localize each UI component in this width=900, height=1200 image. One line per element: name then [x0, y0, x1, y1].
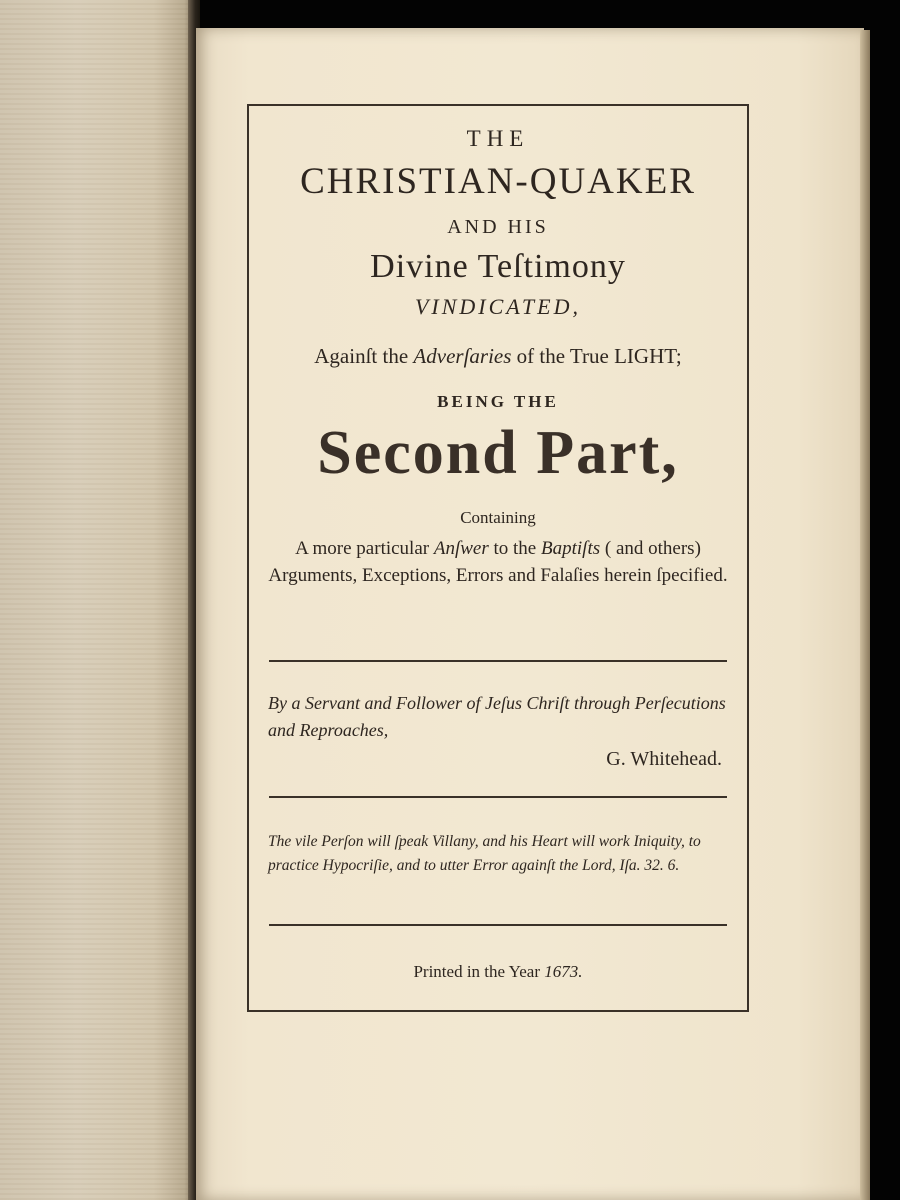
containing-label: Containing	[460, 508, 536, 527]
title-vindicated: VINDICATED,	[414, 294, 581, 319]
contents-part-2: to the	[488, 538, 541, 559]
imprint-year: 1673.	[544, 962, 583, 981]
title-the: THE	[466, 126, 530, 151]
page-edge	[860, 30, 870, 1200]
imprint-text: Printed in the Year	[413, 962, 545, 981]
against-prefix: Againſt the	[314, 344, 414, 368]
epigraph-verse: The vile Perſon will ſpeak Villany, and his Heart will work Iniquity, to practice Hypocriſie, and to utter Error againſt the Lord, Iſa. 32. 6.	[268, 833, 701, 874]
title-against-line	[247, 344, 749, 369]
rule-divider-1	[269, 660, 727, 662]
title-second-part: Second Part,	[317, 419, 679, 487]
contents-description	[262, 535, 734, 589]
rule-divider-2	[269, 796, 727, 798]
baptists-word: Baptiſts	[541, 538, 601, 559]
title-being-the: BEING THE	[437, 392, 559, 411]
contents-part-3: ( and others) Arguments, Exceptions, Errors and Falaſies herein ſpecified.	[268, 538, 728, 586]
title-divine-testimony: Divine Teſtimony	[370, 248, 626, 285]
answer-word: Anſwer	[433, 538, 489, 559]
rule-divider-3	[269, 924, 727, 926]
author-name: G. Whitehead.	[606, 748, 722, 770]
imprint-line	[247, 962, 749, 982]
adversaries-word: Adverſaries	[413, 344, 512, 368]
contents-part-1: A more particular	[295, 538, 434, 559]
author-byline: By a Servant and Follower of Jeſus Chriſt through Perſecutions and Reproaches,	[268, 693, 726, 740]
left-page-texture	[0, 0, 192, 1200]
title-and-his: AND HIS	[447, 216, 549, 238]
title-main: CHRISTIAN-QUAKER	[300, 161, 696, 202]
against-suffix: of the True LIGHT;	[511, 344, 682, 368]
